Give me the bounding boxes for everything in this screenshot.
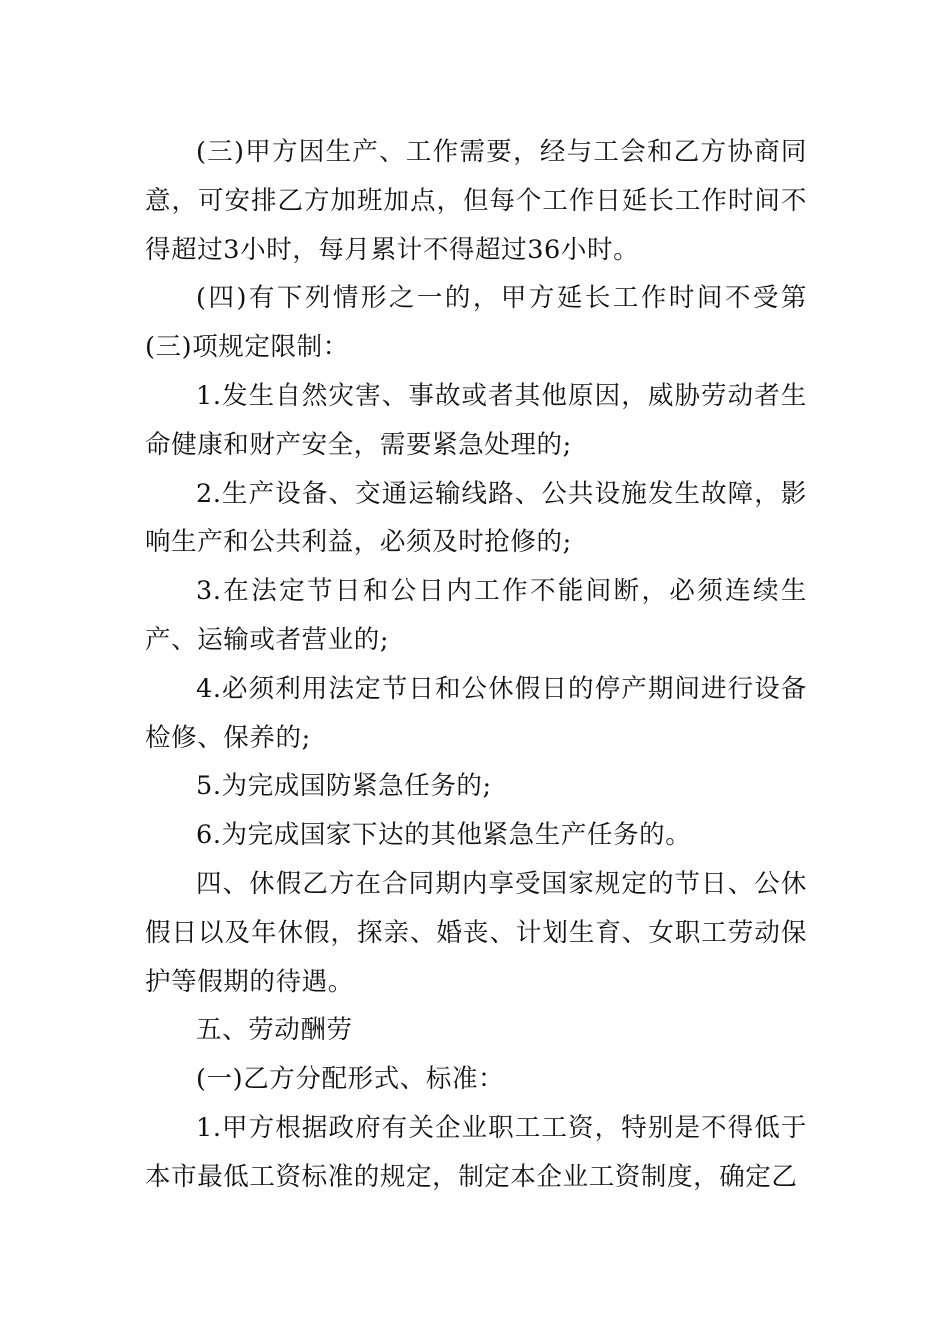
paragraph-exceptions-intro: (四)有下列情形之一的，甲方延长工作时间不受第(三)项规定限制： (145, 283, 807, 363)
paragraph-exception-2: 2.生产设备、交通运输线路、公共设施发生故障，影响生产和公共利益，必须及时抢修的; (145, 478, 807, 558)
section-heading-remuneration: 五、劳动酬劳 (196, 1015, 353, 1046)
paragraph-distribution-form: (一)乙方分配形式、标准： (196, 1064, 505, 1095)
paragraph-vacation: 四、休假乙方在合同期内享受国家规定的节日、公休假日以及年休假，探亲、婚丧、计划生育、女职工劳动保护等假期的待遇。 (145, 868, 807, 997)
paragraph-exception-3: 3.在法定节日和公日内工作不能间断，必须连续生产、运输或者营业的; (145, 576, 807, 655)
paragraph-overtime-limit: (三)甲方因生产、工作需要，经与工会和乙方协商同意，可安排乙方加班加点，但每个工作日延长工作时间不得超过3小时，每月累计不得超过36小时。 (145, 137, 807, 265)
paragraph-exception-1: 1.发生自然灾害、事故或者其他原因，威胁劳动者生命健康和财产安全，需要紧急处理的; (145, 380, 807, 460)
paragraph-exception-4: 4.必须利用法定节日和公休假日的停产期间进行设备检修、保养的; (145, 673, 807, 753)
paragraph-wage-standard: 1.甲方根据政府有关企业职工工资，特别是不得低于本市最低工资标准的规定，制定本企业工资制度，确定乙 (145, 1112, 807, 1192)
paragraph-exception-5: 5.为完成国防紧急任务的; (196, 771, 492, 802)
paragraph-exception-6: 6.为完成国家下达的其他紧急生产任务的。 (196, 820, 692, 851)
document-body (145, 128, 807, 1202)
